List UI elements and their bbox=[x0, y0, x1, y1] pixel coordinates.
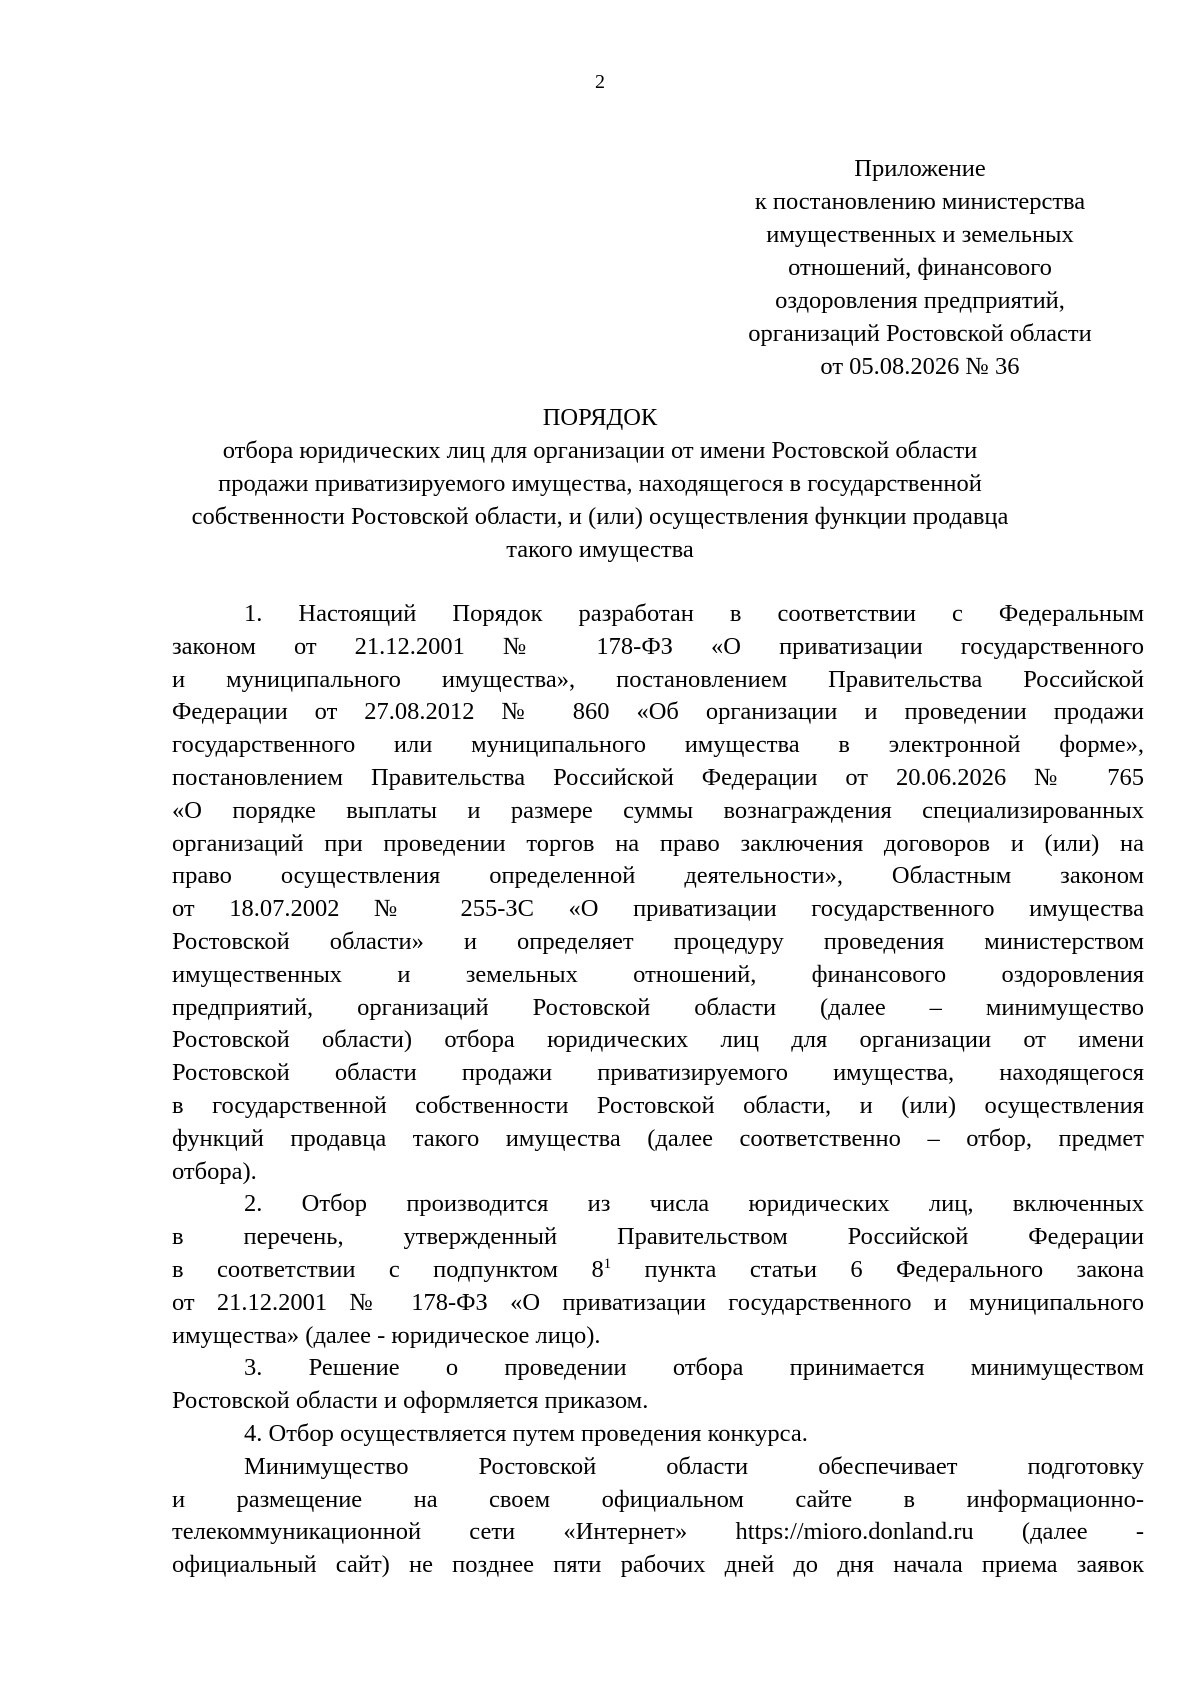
text-line: 1. Настоящий Порядок разработан в соответствии с Федеральным bbox=[244, 600, 1144, 627]
text-line: Минимущество Ростовской области обеспечивает подготовку bbox=[244, 1452, 1144, 1480]
text-line: Ростовской области» и определяет процедуру проведения министерством bbox=[172, 927, 1144, 955]
appendix-date-number: от 05.08.2026 № 36 bbox=[820, 353, 1020, 380]
text-line: имущества» (далее - юридическое лицо). bbox=[172, 1321, 601, 1349]
text-line: и размещение на своем официальном сайте в информационно- bbox=[172, 1485, 1144, 1513]
text-line: 3. Решение о проведении отбора принимается минимуществом bbox=[244, 1354, 1144, 1382]
text-line: от 18.07.2002 № 255-ЗС «О приватизации государственного имущества bbox=[172, 895, 1144, 923]
page-number: 2 bbox=[595, 71, 605, 93]
text-fragment: пункта статьи 6 Федерального закона bbox=[611, 1255, 1144, 1283]
text-line: 4. Отбор осуществляется путем проведения конкурса. bbox=[244, 1419, 808, 1447]
text-line: имущественных и земельных отношений, финансового оздоровления bbox=[172, 960, 1144, 988]
text-line-with-superscript bbox=[172, 1254, 1144, 1287]
text-line: постановлением Правительства Российской Федерации от 20.06.2026 № 765 bbox=[172, 763, 1144, 791]
subtitle-line: отбора юридических лиц для организации от имени Ростовской области bbox=[222, 437, 978, 464]
appendix-line: имущественных и земельных bbox=[766, 221, 1074, 248]
appendix-line: к постановлению министерства bbox=[754, 188, 1086, 215]
text-line: телекоммуникационной сети «Интернет» https://mioro.donland.ru (далее - bbox=[172, 1518, 1144, 1546]
text-line: в перечень, утвержденный Правительством Российской Федерации bbox=[172, 1223, 1144, 1251]
text-line: и муниципального имущества», постановлением Правительства Российской bbox=[172, 665, 1144, 693]
text-line: Ростовской области продажи приватизируемого имущества, находящегося bbox=[172, 1059, 1144, 1087]
text-line: в государственной собственности Ростовской области, и (или) осуществления bbox=[172, 1091, 1144, 1119]
subtitle-line: собственности Ростовской области, и (или) осуществления функции продавца bbox=[191, 503, 1009, 530]
document-subtitle bbox=[0, 434, 1200, 566]
text-line: государственного или муниципального имущества в электронной форме», bbox=[172, 731, 1144, 759]
text-line: законом от 21.12.2001 № 178-ФЗ «О приватизации государственного bbox=[172, 632, 1144, 660]
text-line: право осуществления определенной деятельности», Областным законом bbox=[172, 862, 1144, 890]
text-line: 2. Отбор производится из числа юридических лиц, включенных bbox=[244, 1190, 1144, 1218]
subtitle-line: такого имущества bbox=[506, 536, 694, 563]
paragraph-3 bbox=[172, 1352, 1144, 1418]
text-line: официальный сайт) не позднее пяти рабочих дней до дня начала приема заявок bbox=[172, 1551, 1144, 1579]
appendix-line: оздоровления предприятий, bbox=[775, 287, 1065, 314]
text-fragment: в соответствии с подпунктом 8 bbox=[172, 1255, 604, 1283]
text-line: Федерации от 27.08.2012 № 860 «Об организации и проведении продажи bbox=[172, 698, 1144, 726]
paragraph-2 bbox=[172, 1188, 1144, 1352]
paragraph-4 bbox=[172, 1418, 1144, 1451]
text-line: Ростовской области) отбора юридических лиц для организации от имени bbox=[172, 1026, 1144, 1054]
text-line: отбора). bbox=[172, 1157, 257, 1185]
paragraph-5 bbox=[172, 1451, 1144, 1582]
document-body bbox=[172, 598, 1144, 1582]
appendix-line: Приложение bbox=[854, 155, 986, 182]
subtitle-line: продажи приватизируемого имущества, находящегося в государственной bbox=[218, 470, 982, 497]
text-line: Ростовской области и оформляется приказом. bbox=[172, 1387, 649, 1415]
appendix-line: отношений, финансового bbox=[788, 254, 1052, 281]
text-line: предприятий, организаций Ростовской области (далее – минимущество bbox=[172, 993, 1144, 1021]
text-line: «О порядке выплаты и размере суммы вознаграждения специализированных bbox=[172, 796, 1144, 824]
document-title: ПОРЯДОК bbox=[542, 404, 658, 431]
text-line: функций продавца такого имущества (далее соответственно – отбор, предмет bbox=[172, 1124, 1144, 1152]
text-line: от 21.12.2001 № 178-ФЗ «О приватизации государственного и муниципального bbox=[172, 1288, 1144, 1316]
superscript: 1 bbox=[603, 1255, 612, 1272]
text-line: организаций при проведении торгов на право заключения договоров и (или) на bbox=[172, 829, 1144, 857]
appendix-header bbox=[700, 152, 1140, 383]
appendix-line: организаций Ростовской области bbox=[748, 320, 1092, 347]
paragraph-1 bbox=[172, 598, 1144, 1188]
